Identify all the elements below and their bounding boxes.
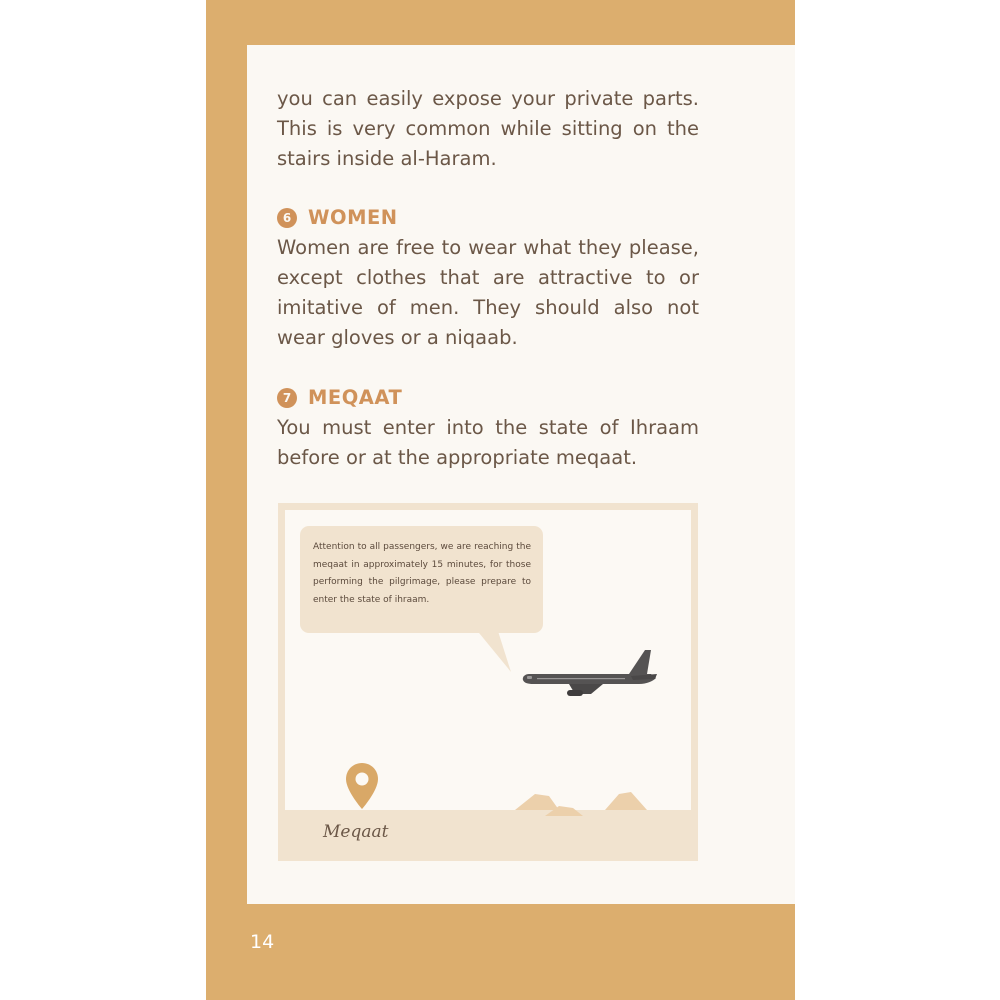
section-title: MEQAAT [308, 386, 403, 409]
location-pin-icon [345, 762, 379, 810]
section-title: WOMEN [308, 206, 398, 229]
meqaat-location-label: Meqaat [323, 822, 389, 842]
section-number-badge: 6 [277, 208, 297, 228]
meqaat-illustration [278, 503, 698, 861]
speech-bubble [300, 526, 543, 633]
mountains [515, 788, 691, 816]
section-heading-women [277, 203, 398, 233]
airplane-icon [521, 644, 663, 700]
section-body-meqaat: You must enter into the state of Ihraam before or at the appropriate meqaat. [277, 416, 699, 469]
section-number-badge: 7 [277, 388, 297, 408]
section-body-women: Women are free to wear what they please, except clothes that are attractive to or imitative of men. They should also not wear gloves or a niqaab. [277, 236, 699, 349]
page-number: 14 [250, 931, 275, 953]
announcement-text: Attention to all passengers, we are reaching the meqaat in approximately 15 minutes, for those performing the pilgrimage, please prepare to enter the state of ihraam. [313, 542, 531, 605]
book-page [206, 0, 795, 1000]
speech-bubble-tail [475, 628, 515, 674]
content-panel [247, 45, 795, 904]
section-heading-meqaat [277, 383, 402, 413]
intro-paragraph: you can easily expose your private parts. This is very common while sitting on the stairs inside al-Haram. [277, 87, 699, 170]
illustration-scene [285, 510, 691, 854]
